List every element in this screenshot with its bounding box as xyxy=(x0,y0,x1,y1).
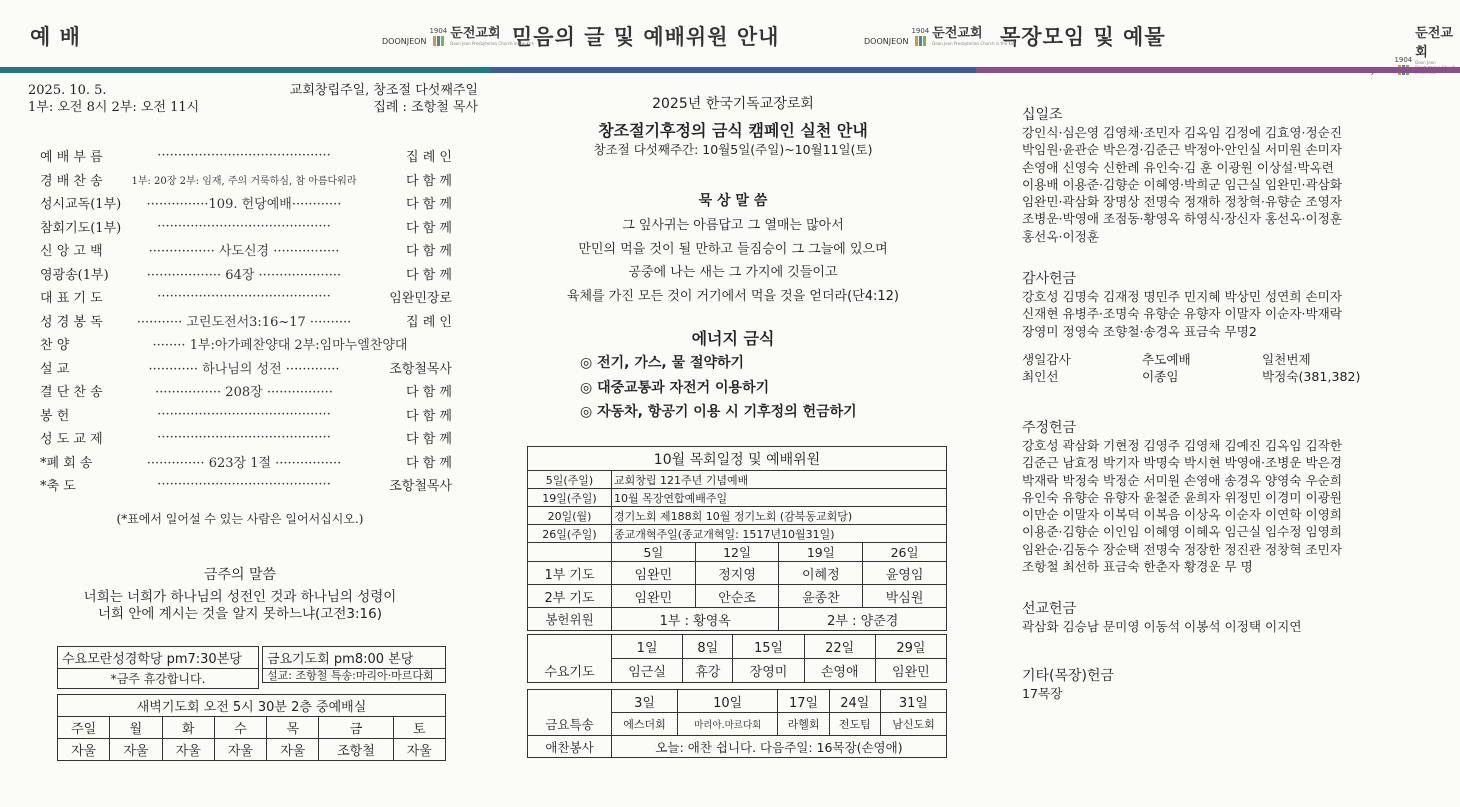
verse-heading: 금주의 말씀 xyxy=(203,567,277,583)
order-item xyxy=(40,285,452,309)
offering-names-line: 임완민·곽삼화 장명상 전명숙 정재하 정창혁·유향순 조영자 xyxy=(1022,194,1342,210)
order-detail: 1부: 20장 2부: 임재, 주의 거룩하심, 참 아름다워라 xyxy=(131,175,357,187)
sunday-date: 12일 xyxy=(695,543,779,562)
service-date: 2025. 10. 5. xyxy=(28,83,107,98)
dawn-leader: 자울 xyxy=(267,739,319,761)
service-times: 1부: 오전 8시 2부: 오전 11시 xyxy=(28,100,200,115)
wed-person: 임완민 xyxy=(875,659,946,683)
order-label: 봉 헌 xyxy=(40,408,70,424)
offering-row xyxy=(528,608,947,631)
event-date: 19일(주일) xyxy=(528,489,612,507)
prayer-person: 임완민 xyxy=(612,585,696,608)
energy-fast-item: ◎ 자동차, 항공기 이용 시 기후정의 헌금하기 xyxy=(580,404,857,420)
fri-dates-row xyxy=(528,690,947,713)
energy-fast-item: ◎ 전기, 가스, 물 절약하기 xyxy=(580,355,745,371)
order-leader: 조항철목사 xyxy=(389,361,452,377)
order-label: 예 배 부 름 xyxy=(40,150,103,166)
wednesday-bible-study-box xyxy=(57,646,259,689)
order-label: 성 경 봉 독 xyxy=(40,314,103,330)
offering-second: 2부 : 양준경 xyxy=(779,608,947,631)
verse-line: 너희 안에 계시는 것을 알지 못하느냐(고전3:16) xyxy=(97,606,382,622)
order-leader: 다 함 께 xyxy=(406,220,452,236)
dawn-leader: 자울 xyxy=(58,739,110,761)
order-detail: ·············· 623장 1절 ················ xyxy=(146,455,342,471)
order-item xyxy=(40,450,452,474)
sunday-date: 19일 xyxy=(779,543,863,562)
order-label: 영광송(1부) xyxy=(40,267,109,283)
wed-date: 29일 xyxy=(875,635,946,659)
special-offering-label: 추도예배 xyxy=(1142,352,1191,367)
offering-first: 1부 : 황영옥 xyxy=(612,608,779,631)
energy-fast-heading: 에너지 금식 xyxy=(691,329,775,348)
offering-names-line: 홍선옥·이정훈 xyxy=(1022,228,1099,244)
order-leader: 다 함 께 xyxy=(406,173,452,189)
order-leader: 집 례 인 xyxy=(406,314,452,330)
wed-date: 1일 xyxy=(612,635,683,659)
order-detail: ·········································· xyxy=(157,477,331,493)
row-label: 금요특송 xyxy=(528,713,612,736)
church-logo: DOONJEON 1904 둔전교회 Doon Jeon Presbyterian Church in the Kirk xyxy=(864,26,1017,46)
event-text: 교회창립 121주년 기념예배 xyxy=(612,471,947,489)
dawn-day: 토 xyxy=(393,717,445,739)
wed-person: 장영미 xyxy=(733,659,804,683)
panel2-header xyxy=(512,0,779,72)
event-text: 경기노회 제188회 10월 정기노회 (감북동교회당) xyxy=(612,507,947,525)
schedule-event-row xyxy=(528,507,947,525)
order-leader: 임완민장로 xyxy=(389,291,452,307)
fri-group: 남신도회 xyxy=(880,713,946,736)
offering-names-line: 임완순·김동수 장순택 전명숙 정장한 정진관 정창혁 조민자 xyxy=(1022,541,1342,557)
order-label: 신 앙 고 백 xyxy=(40,244,103,260)
meditation-line: 육체를 가진 모든 것이 거기에서 먹을 것을 얻더라(단4:12) xyxy=(567,288,899,304)
dawn-leader: 자울 xyxy=(393,739,445,761)
panel1-header xyxy=(30,0,81,72)
church-logo: 1904 둔전교회 Doon Jeon xyxy=(1347,22,1460,75)
order-detail: ················ 사도신경 ················ xyxy=(148,244,340,260)
offering-names-line: 신재현 유병주·조명숙 유향순 유향자 이말자 이순자·박재락 xyxy=(1022,306,1342,322)
blank-cell xyxy=(528,690,612,713)
order-label: 성 도 교 제 xyxy=(40,432,103,448)
wed-study-title: 수요모란성경학당 pm7:30본당 xyxy=(58,647,258,669)
order-item xyxy=(40,356,452,380)
energy-fast-list xyxy=(580,352,857,426)
special-offering-label: 생일감사 xyxy=(1022,352,1071,367)
order-item xyxy=(40,144,452,168)
order-detail: ········ 1부:아가페찬양대 2부:임마누엘찬양대 xyxy=(152,338,408,354)
order-item xyxy=(40,426,452,450)
order-detail: ············ 하나님의 성전 ············· xyxy=(148,361,340,377)
thanks-heading: 감사헌금 xyxy=(1022,271,1077,287)
order-detail: ·········································· xyxy=(157,218,331,234)
fri-prayer-note: 설교: 조항철 특송:마리아·마르다회 xyxy=(267,669,434,682)
order-item xyxy=(40,262,452,286)
order-label: *폐 회 송 xyxy=(40,455,93,471)
campaign-title: 창조절기후정의 금식 캠페인 실천 안내 xyxy=(598,121,868,140)
wednesday-prayer-table xyxy=(527,634,947,683)
schedule-event-row xyxy=(528,471,947,489)
october-schedule-table xyxy=(527,446,947,631)
offering-names-line: 이용배 이용준·김향순 이혜영·박희군 임근실 임완민·곽삼화 xyxy=(1022,176,1342,192)
offering-names-line: 이만순 이말자 이복덕 이복음 이상옥 이순자 이연학 이영희 xyxy=(1022,507,1342,523)
thanks-section xyxy=(1022,268,1394,340)
prayer-person: 박심원 xyxy=(863,585,947,608)
prayer-person: 이혜정 xyxy=(779,562,863,585)
dawn-leader: 자울 xyxy=(214,739,266,761)
dawn-day: 목 xyxy=(267,717,319,739)
schedule-title: 10월 목회일정 및 예배위원 xyxy=(528,447,947,471)
verse-line: 너희는 너희가 하나님의 성전인 것과 하나님의 성령이 xyxy=(83,589,397,605)
offering-names-line: 강호성 김명숙 김재정 명민주 민지혜 박상민 성연희 손미자 xyxy=(1022,289,1342,304)
etc-heading: 기타(목장)헌금 xyxy=(1022,668,1115,684)
wed-date: 22일 xyxy=(804,635,875,659)
event-text: 종교개혁주일(종교개혁일: 1517년10월31일) xyxy=(612,525,947,543)
weekly-names xyxy=(1022,437,1394,575)
order-label: 설 교 xyxy=(40,361,70,377)
order-item xyxy=(40,238,452,262)
order-label: 결 단 찬 송 xyxy=(40,385,103,401)
friday-prayer-box xyxy=(262,646,446,683)
panel3-header xyxy=(1000,0,1166,72)
prayer-person: 임완민 xyxy=(612,562,696,585)
order-detail: ················ 208장 ················ xyxy=(155,385,333,401)
weekly-section xyxy=(1022,417,1394,575)
dawn-day: 화 xyxy=(162,717,214,739)
offering-names-line: 박재락 박정숙 박정순 서미원 손영애 송경옥 양영숙 우순희 xyxy=(1022,472,1342,488)
panel2-title: 믿음의 글 및 예배위원 안내 xyxy=(512,25,780,49)
wed-date: 8일 xyxy=(683,635,733,659)
meditation-line: 그 잎사귀는 아름답고 그 열매는 많아서 xyxy=(622,218,844,233)
service-presider: 집례 : 조항철 목사 xyxy=(373,100,478,115)
fri-group: 에스더회 xyxy=(612,713,678,736)
order-leader: 집 례 인 xyxy=(406,150,452,166)
dawn-leader: 조항철 xyxy=(319,739,393,761)
order-detail: ·················· 64장 ···················· xyxy=(146,267,342,283)
weekly-heading: 주정헌금 xyxy=(1022,420,1077,436)
thanks-names xyxy=(1022,288,1394,340)
schedule-event-row xyxy=(528,489,947,507)
energy-fast-item: ◎ 대중교통과 자전거 이용하기 xyxy=(580,379,770,396)
mission-heading: 선교헌금 xyxy=(1022,601,1077,617)
row-label: 애찬봉사 xyxy=(528,736,612,758)
schedule-title-row xyxy=(528,447,947,471)
order-detail: ·········································· xyxy=(157,430,331,446)
order-item xyxy=(40,379,452,403)
row-label: 1부 기도 xyxy=(528,562,612,585)
meditation-line: 만민의 먹을 것이 될 만하고 들짐승이 그 그늘에 있으며 xyxy=(578,241,888,257)
church-logo: DOONJEON 1904 둔전교회 Doon Jeon Presbyterian Church in the Kirk xyxy=(382,26,535,46)
header-band-teal xyxy=(0,67,490,73)
order-detail: ·········································· xyxy=(157,289,331,305)
sunday-date: 26일 xyxy=(863,543,947,562)
special-offering-name: 최인선 xyxy=(1022,369,1059,385)
order-item xyxy=(40,309,452,333)
wed-person: 손영애 xyxy=(804,659,875,683)
order-item xyxy=(40,191,452,215)
wed-person: 임근실 xyxy=(612,659,683,683)
event-date: 26일(주일) xyxy=(528,525,612,543)
worship-order-list xyxy=(40,144,452,497)
order-label: 성시교독(1부) xyxy=(40,197,122,213)
meal-text: 오늘: 애찬 쉽니다. 다음주일: 16목장(손영애) xyxy=(612,736,947,758)
offering-names-line: 유인숙 유향순 유향자 윤철준 윤희자 위정민 이경미 이광원 xyxy=(1022,489,1342,505)
mission-names: 곽삼화 김승남 문미영 이동석 이봉석 이정택 이지연 xyxy=(1022,619,1302,634)
fri-date: 31일 xyxy=(880,690,946,713)
panel3-title: 목장모임 및 예물 xyxy=(1000,25,1166,49)
meal-row xyxy=(528,736,947,758)
order-leader: 다 함 께 xyxy=(406,244,452,260)
wed-person: 휴강 xyxy=(683,659,733,683)
special-offering-name: 박정숙(381,382) xyxy=(1262,369,1361,385)
order-leader: 다 함 께 xyxy=(406,455,452,471)
order-detail: ·········································· xyxy=(157,406,331,422)
special-offering-label: 일천번제 xyxy=(1262,352,1311,367)
dawn-day: 주일 xyxy=(58,717,110,739)
order-detail: ·········································· xyxy=(157,148,331,164)
wed-study-note: *금주 휴강합니다. xyxy=(110,672,206,686)
order-label: 대 표 기 도 xyxy=(40,291,103,307)
etc-section xyxy=(1022,665,1394,702)
dawn-day: 수 xyxy=(214,717,266,739)
wed-dates-row xyxy=(528,635,947,659)
blank-cell xyxy=(528,635,612,659)
fri-date: 3일 xyxy=(612,690,678,713)
prayer-person: 정지영 xyxy=(695,562,779,585)
special-offering-name: 이종임 xyxy=(1142,369,1179,385)
row-label: 수요기도 xyxy=(528,659,612,683)
row-label: 2부 기도 xyxy=(528,585,612,608)
fri-group: 라헬회 xyxy=(778,713,829,736)
offering-names-line: 이용준·김향순 이인임 이혜영 이혜옥 임근실 임수정 임영희 xyxy=(1022,524,1342,540)
wed-date: 15일 xyxy=(733,635,804,659)
prayer-person: 윤종찬 xyxy=(779,585,863,608)
offering-names-line: 조병운·박영애 조점동·황영옥 하영식·장신자 홍선옥·이정훈 xyxy=(1022,211,1342,227)
offering-names-line: 박임원·윤관순 박은경·김준근 박정아·안인실 서미원 손미자 xyxy=(1022,142,1342,158)
prayer-person: 윤영임 xyxy=(863,562,947,585)
schedule-event-row xyxy=(528,525,947,543)
order-leader: 다 함 께 xyxy=(406,385,452,401)
dawn-leader: 자울 xyxy=(162,739,214,761)
event-date: 20일(월) xyxy=(528,507,612,525)
fri-prayer-title: 금요기도회 pm8:00 본당 xyxy=(263,647,445,669)
friday-special-table xyxy=(527,689,947,758)
order-label: *축 도 xyxy=(40,479,76,495)
wed-people-row xyxy=(528,659,947,683)
dawn-leader: 자울 xyxy=(110,739,162,761)
order-detail: ··········· 고린도전서3:16~17 ·········· xyxy=(136,314,352,330)
mission-section xyxy=(1022,598,1394,635)
etc-names: 17목장 xyxy=(1022,686,1063,701)
sunday-date: 5일 xyxy=(612,543,696,562)
offering-names-line: 손영애 신영숙 신한례 유인숙·김 훈 이광원 이상설·박옥련 xyxy=(1022,159,1334,175)
order-item xyxy=(40,215,452,239)
fri-date: 17일 xyxy=(778,690,829,713)
row-label: 봉헌위원 xyxy=(528,608,612,631)
fri-group: 전도팀 xyxy=(829,713,880,736)
event-date: 5일(주일) xyxy=(528,471,612,489)
special-offerings xyxy=(1022,351,1394,386)
sunday-dates-row xyxy=(528,543,947,562)
dawn-day: 월 xyxy=(110,717,162,739)
meditation-heading: 묵 상 말 씀 xyxy=(698,193,768,209)
order-leader: 다 함 께 xyxy=(406,197,452,213)
service-day-title: 교회창립주일, 창조절 다섯째주일 xyxy=(289,83,478,98)
dawn-day: 금 xyxy=(319,717,393,739)
order-leader: 다 함 께 xyxy=(406,432,452,448)
order-label: 경 배 찬 송 xyxy=(40,173,103,189)
dawn-prayer-table xyxy=(57,694,446,761)
panel1-title: 예 배 xyxy=(30,25,81,49)
campaign-org: 2025년 한국기독교장로회 xyxy=(652,96,814,112)
prayer2-row xyxy=(528,585,947,608)
order-item xyxy=(40,168,452,192)
order-label: 찬 양 xyxy=(40,338,70,354)
tithe-names xyxy=(1022,124,1394,245)
campaign-period: 창조절 다섯째주간: 10월5일(주일)~10월11일(토) xyxy=(593,142,873,157)
event-text: 10월 목장연합예배주일 xyxy=(612,489,947,507)
tithe-section xyxy=(1022,104,1394,245)
prayer1-row xyxy=(528,562,947,585)
order-detail: ···············109. 헌당예배············ xyxy=(146,197,342,213)
offering-names-line: 김준근 남효정 박기자 박명숙 박시현 박영애·조병운 박은경 xyxy=(1022,455,1342,471)
dawn-prayer-title: 새벽기도회 오전 5시 30분 2층 중예배실 xyxy=(58,695,446,717)
order-leader: 다 함 께 xyxy=(406,267,452,283)
standing-note: (*표에서 일어설 수 있는 사람은 일어서십시오.) xyxy=(116,512,364,526)
order-leader: 다 함 께 xyxy=(406,408,452,424)
order-item xyxy=(40,403,452,427)
fri-group: 마리아.마르다회 xyxy=(678,713,778,736)
order-item xyxy=(40,332,452,356)
service-info xyxy=(28,82,478,116)
meditation-line: 공중에 나는 새는 그 가지에 깃들이고 xyxy=(628,265,838,280)
offering-names-line: 강호성 곽삼화 기현정 김영주 김영채 김예진 김옥임 김작한 xyxy=(1022,438,1342,453)
header-band-blue xyxy=(490,67,976,73)
tithe-heading: 십일조 xyxy=(1022,107,1063,123)
offering-names-line: 장영미 정영숙 조향철·송경옥 표금숙 무명2 xyxy=(1022,323,1257,339)
order-leader: 조항철목사 xyxy=(389,479,452,495)
fri-date: 24일 xyxy=(829,690,880,713)
blank-cell xyxy=(528,543,612,562)
fri-groups-row xyxy=(528,713,947,736)
order-item xyxy=(40,473,452,497)
offering-names-line: 조항철 최선하 표금숙 한춘자 황경운 무 명 xyxy=(1022,559,1253,575)
header-band-purple xyxy=(976,67,1460,73)
prayer-person: 안순조 xyxy=(695,585,779,608)
offering-names-line: 강인식·심은영 김영채·조민자 김옥임 김정에 김효영·정순진 xyxy=(1022,125,1342,140)
order-label: 참회기도(1부) xyxy=(40,220,122,236)
fri-date: 10일 xyxy=(678,690,778,713)
